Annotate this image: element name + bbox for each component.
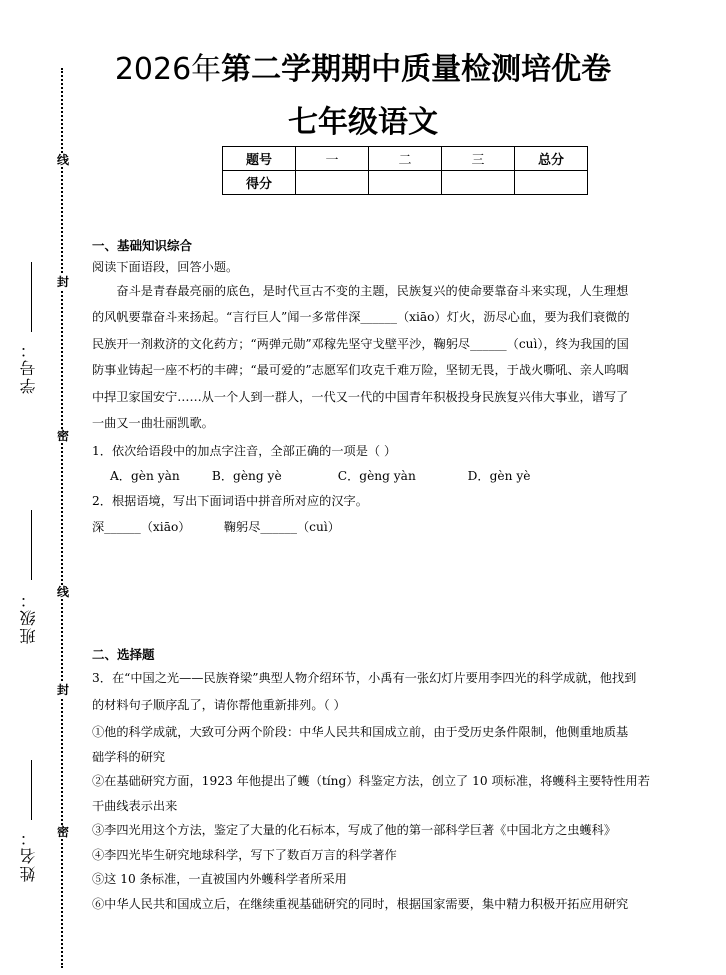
blank-cui[interactable]: 鞠躬尽______（cuì） — [223, 520, 340, 535]
margin-char-feng-1: 封 — [56, 275, 69, 289]
exam-subtitle: 七年级语文 — [288, 105, 438, 140]
margin-char-feng-2: 封 — [56, 683, 69, 697]
margin-char-mi-2: 密 — [56, 825, 69, 839]
question-2-blanks — [92, 514, 722, 540]
score-table-header-row — [223, 147, 588, 171]
passage-line: 一曲又一曲壮丽凯歌。 — [92, 416, 214, 431]
name-label: 姓名： — [19, 828, 38, 882]
option-d[interactable]: D．gèn yè — [467, 469, 531, 484]
score-cell-1: 一 — [296, 147, 369, 171]
score-cell-total: 总分 — [515, 147, 588, 171]
score-table — [222, 146, 588, 195]
exam-title — [0, 50, 726, 90]
class-line — [31, 510, 32, 580]
exam-title-main: 第二学期期中质量检测培优卷 — [221, 52, 612, 87]
question-1: 1．依次给语段中的加点字注音，全部正确的一项是（ ） — [92, 444, 397, 459]
option-c[interactable]: C．gèng yàn — [337, 469, 416, 484]
question-3-line: 的材料句子顺序乱了，请你帮他重新排列。（ ） — [92, 698, 346, 712]
question-3-line: 3．在“中国之光——民族脊梁”典型人物介绍环节，小禹有一张幻灯片要用李四光的科学成就，他找到 — [92, 671, 637, 685]
question-1-options — [92, 464, 722, 488]
student-id-line — [31, 262, 32, 332]
sentence-list — [92, 720, 722, 916]
score-input-3[interactable] — [442, 171, 515, 195]
margin-char-xian-1: 线 — [56, 153, 69, 167]
question-2: 2．根据语境，写出下面词语中拼音所对应的汉字。 — [92, 494, 368, 509]
exam-year: 2026年 — [114, 52, 222, 87]
passage-line: 奋斗是青春最亮丽的底色，是时代亘古不变的主题，民族复兴的使命要靠奋斗来实现，人生理想 — [116, 284, 629, 298]
blank-xiao[interactable]: 深______（xiāo） — [92, 520, 191, 535]
passage-line: 防事业铸起一座不朽的丰碑；“最可爱的”志愿军们攻克千难万险，坚韧无畏，于战火嘶吼、亲人呜咽 — [92, 363, 629, 378]
margin-char-xian-2: 线 — [56, 585, 69, 599]
sentence-item-5: ⑤这 10 条标准，一直被国内外蠖科学者所采用 — [92, 872, 347, 886]
score-cell-2: 二 — [369, 147, 442, 171]
score-row-label: 得分 — [223, 171, 296, 195]
question-3 — [92, 665, 722, 719]
section-1 — [92, 236, 722, 540]
passage-line: 民族开一剂救济的文化药方；“两弹元勋”邓稼先坚守戈壁平沙，鞠躬尽______（cuì），终为我国的国 — [92, 336, 629, 351]
passage-line: 中捍卫家国安宁……从一个人到一群人，一代又一代的中国青年积极投身民族复兴伟大事业，谱写了 — [92, 389, 629, 404]
margin-char-mi-1: 密 — [56, 429, 69, 443]
score-cell-label: 题号 — [223, 147, 296, 171]
option-a[interactable]: A．gèn yàn — [110, 469, 180, 484]
passage — [92, 278, 722, 436]
sentence-item-1-cont: 础学科的研究 — [92, 749, 166, 764]
section-2-title: 二、选择题 — [92, 647, 155, 662]
score-cell-3: 三 — [442, 147, 515, 171]
score-input-1[interactable] — [296, 171, 369, 195]
section-2 — [92, 645, 722, 916]
sentence-item-1: ①他的科学成就，大致可分两个阶段：中华人民共和国成立前，由于受历史条件限制，他侧重地质基 — [92, 725, 629, 739]
passage-line: 的风帆要靠奋斗来扬起。“言行巨人”闻一多常伴深______（xiāo）灯火，沥尽心血，要为我们衰微的 — [92, 310, 630, 325]
sentence-item-2-cont: 干曲线表示出来 — [92, 798, 178, 813]
section-1-title: 一、基础知识综合 — [92, 238, 193, 253]
class-label: 班级： — [19, 590, 38, 644]
sentence-item-4: ④李四光毕生研究地球科学，写下了数百万言的科学著作 — [92, 847, 397, 862]
option-b[interactable]: B．gèng yè — [211, 469, 282, 484]
student-id-label: 学号： — [19, 340, 38, 394]
sentence-item-6: ⑥中华人民共和国成立后，在继续重视基础研究的同时，根据国家需要，集中精力积极开拓应用研究 — [92, 896, 629, 911]
sentence-item-3: ③李四光用这个方法，鉴定了大量的化石标本，写成了他的第一部科学巨著《中国北方之虫蠖科》 — [92, 823, 617, 837]
name-line — [31, 760, 32, 820]
sentence-item-2: ②在基础研究方面，1923 年他提出了蠖（tíng）科鉴定方法，创立了 10 项标准，将蠖科主要特性用若 — [92, 774, 650, 788]
score-table-score-row — [223, 171, 588, 195]
section-1-intro: 阅读下面语段，回答小题。 — [92, 260, 239, 274]
score-input-total[interactable] — [515, 171, 588, 195]
score-input-2[interactable] — [369, 171, 442, 195]
